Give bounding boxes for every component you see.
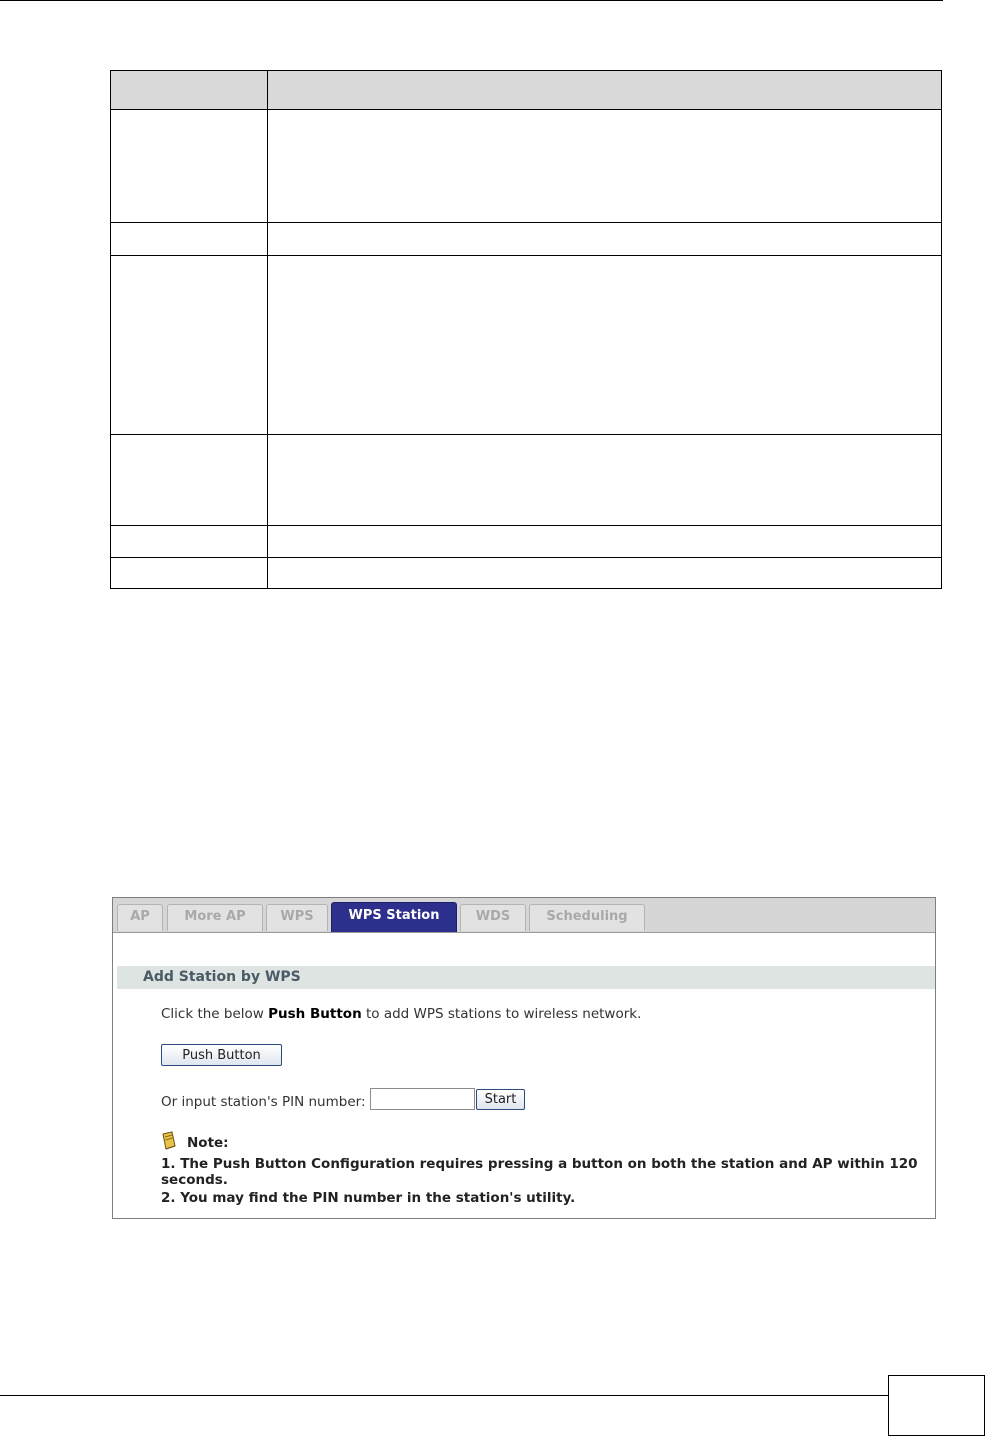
row-label <box>111 435 268 526</box>
row-label <box>111 256 268 435</box>
row-description <box>268 223 942 256</box>
tab-wds[interactable]: WDS <box>460 904 526 931</box>
row-label <box>111 223 268 256</box>
table-row <box>111 435 942 526</box>
page-number-box <box>888 1375 985 1436</box>
row-label <box>111 526 268 558</box>
table-row <box>111 110 942 223</box>
footer-rule <box>0 1395 888 1396</box>
tab-wps-station[interactable]: WPS Station <box>331 902 457 932</box>
header-description-cell <box>268 71 942 110</box>
row-description <box>268 558 942 589</box>
instruction-prefix: Click the below <box>161 1006 264 1022</box>
tab-scheduling[interactable]: Scheduling <box>529 904 645 931</box>
row-description <box>268 526 942 558</box>
table-row <box>111 256 942 435</box>
tab-bar <box>113 898 935 933</box>
row-description <box>268 435 942 526</box>
wps-station-screen <box>112 897 936 1219</box>
header-rule <box>0 0 943 1</box>
table-row <box>111 223 942 256</box>
tab-more-ap[interactable]: More AP <box>167 904 263 931</box>
instruction-bold: Push Button <box>268 1006 362 1022</box>
row-description <box>268 256 942 435</box>
pin-input[interactable] <box>370 1088 475 1110</box>
push-button[interactable]: Push Button <box>161 1044 282 1066</box>
note-item-2: 2. You may find the PIN number in the station's utility. <box>161 1190 576 1206</box>
tab-ap[interactable]: AP <box>117 904 163 931</box>
note-title: Note: <box>187 1135 229 1151</box>
row-label <box>111 110 268 223</box>
instruction-text <box>161 1006 641 1022</box>
table-header-row <box>111 71 942 110</box>
row-description <box>268 110 942 223</box>
table-row <box>111 526 942 558</box>
note-icon <box>159 1131 179 1151</box>
start-button[interactable]: Start <box>476 1089 525 1110</box>
instruction-suffix: to add WPS stations to wireless network. <box>365 1006 642 1022</box>
pin-label: Or input station's PIN number: <box>161 1094 366 1110</box>
field-description-table <box>110 70 942 589</box>
section-title: Add Station by WPS <box>117 966 935 989</box>
header-label-cell <box>111 71 268 110</box>
row-label <box>111 558 268 589</box>
note-item-1: 1. The Push Button Configuration requires pressing a button on both the station and AP within 120 seconds. <box>161 1156 918 1188</box>
table-row <box>111 558 942 589</box>
tab-wps[interactable]: WPS <box>266 904 328 931</box>
